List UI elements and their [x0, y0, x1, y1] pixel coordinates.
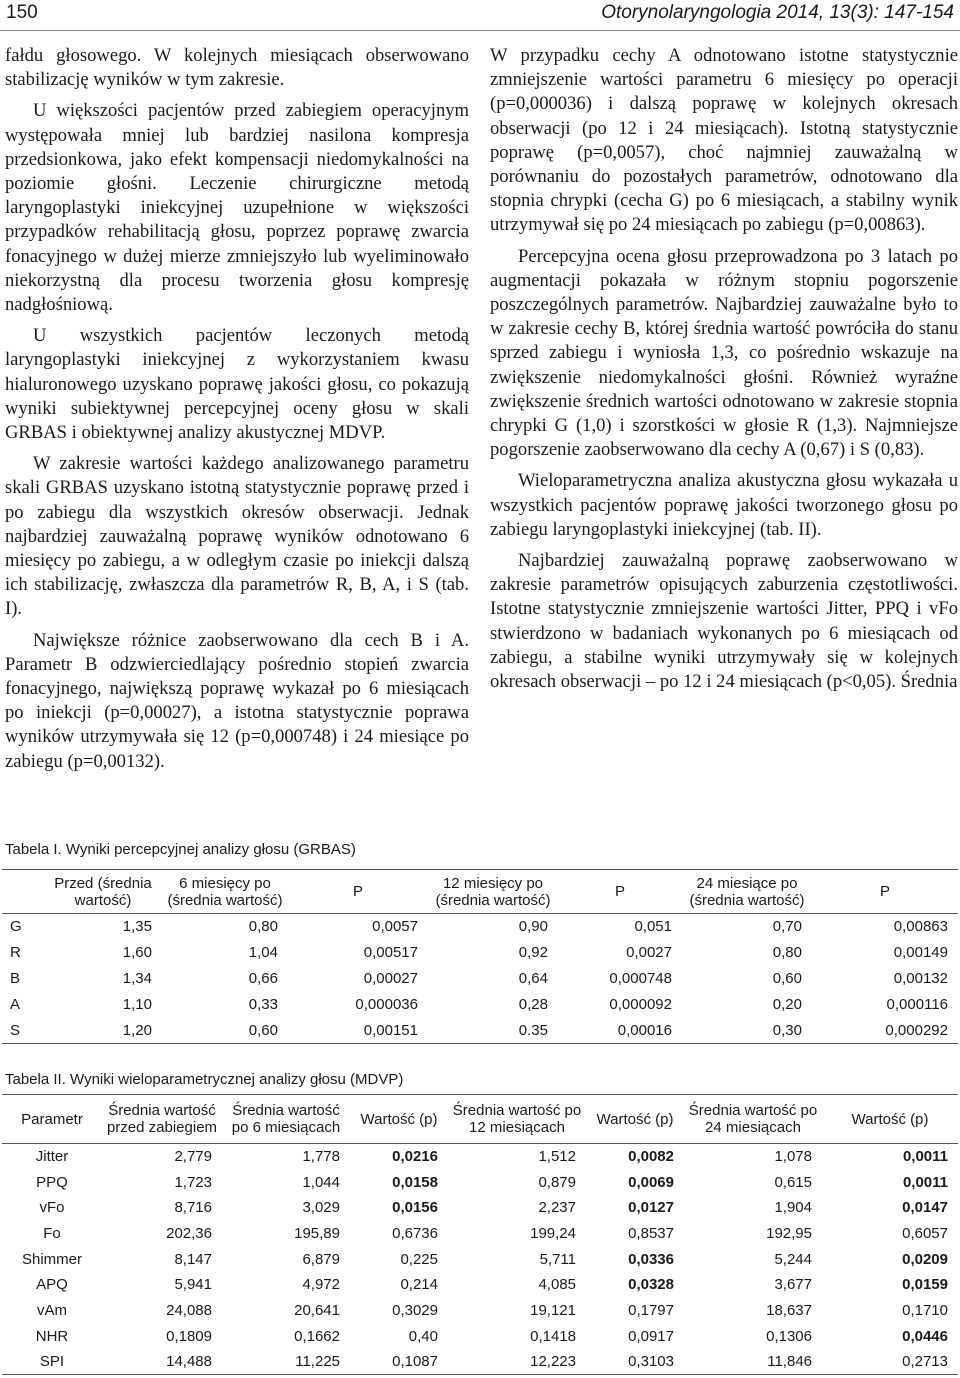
- table-cell: 0,00151: [363, 1021, 418, 1039]
- table-cell: 0,0011: [902, 1148, 948, 1166]
- table-cell: 0,80: [772, 944, 802, 961]
- table-cell: 1,778: [302, 1148, 340, 1166]
- table-cell: 0,0011: [902, 1173, 948, 1191]
- table-cell: 1,078: [774, 1148, 812, 1166]
- table-cell: 0,0209: [902, 1250, 948, 1268]
- table-cell: 0,80: [248, 918, 278, 936]
- column-header: Wartość (p): [851, 1110, 929, 1128]
- table-cell: 0,00863: [893, 918, 948, 936]
- table-cell: 0,0158: [392, 1173, 438, 1191]
- row-label: Fo: [43, 1224, 61, 1242]
- table-cell: 0,879: [538, 1173, 576, 1191]
- table-cell: 11,846: [767, 1353, 812, 1371]
- column-header: Przed (średnia wartość): [54, 874, 152, 909]
- table-cell: 1,512: [538, 1148, 576, 1166]
- table-row: [2, 914, 958, 940]
- paragraph: W zakresie wartości każdego analizowanego parametru skali GRBAS uzyskano istotną statystycznie poprawę przed i po zabiegu dla wszystkich okresów obserwacji. Jednak najbardziej zauważalną poprawę wyników odnotowano 6 miesięcy po zabiegu, a w odległym czasie po iniekcji dalszą ich stabilizację, zwłaszcza dla parametrów R, B, A, i S (tab. I).: [5, 453, 469, 620]
- table-cell: 0,214: [400, 1276, 438, 1294]
- table-header-row: [2, 1095, 958, 1144]
- table-cell: 6,879: [302, 1250, 340, 1268]
- row-label: APQ: [36, 1276, 68, 1294]
- table-cell: 1,904: [774, 1199, 812, 1217]
- table-cell: 0,60: [248, 1021, 278, 1039]
- table2-caption: Tabela II. Wyniki wieloparametrycznej analizy głosu (MDVP): [5, 1071, 404, 1088]
- paragraph: Najbardziej zauważalną poprawę zaobserwowano w zakresie parametrów opisujących zaburzenia częstotliwości. Istotne statystycznie zmniejszenie wartości Jitter, PPQ i vFo stwierdzono w badaniach wykonanych po 6 miesiącach od zabiegu, a stabilne wyniki utrzymywały się w kolejnych okresach obserwacji – po 12 i 24 miesiącach (p<0,05). Średnia: [490, 550, 958, 693]
- table-cell: 0,1087: [392, 1353, 438, 1371]
- column-header: P: [879, 883, 890, 900]
- table-cell: 1,35: [122, 918, 152, 936]
- table-cell: 1,10: [122, 996, 152, 1013]
- paragraph: U wszystkich pacjentów leczonych metodą laryngoplastyki iniekcyjnej z wykorzystaniem kwasu hialuronowego uzyskano poprawę jakości głosu, co pokazują wyniki subiektywnej percepcyjnej oceny głosu w skali GRBAS i obiektywnej analizy akustycznej MDVP.: [5, 325, 469, 444]
- column-header: [2, 870, 44, 914]
- table-cell: 0,00016: [617, 1021, 672, 1039]
- table-cell: 0,90: [518, 918, 548, 936]
- table-cell: 2,237: [538, 1199, 576, 1217]
- column-header: 24 miesiące po (średnia wartość): [689, 874, 805, 909]
- table-cell: 202,36: [166, 1224, 212, 1242]
- table-cell: 0,1797: [628, 1301, 674, 1319]
- table-cell: 0,00132: [893, 970, 948, 987]
- table-row: [2, 940, 958, 966]
- column-header: Wartość (p): [596, 1110, 674, 1128]
- table-cell: 5,244: [774, 1250, 812, 1268]
- table-header-row: [2, 870, 958, 914]
- table-cell: 0,615: [774, 1173, 812, 1191]
- table-cell: 0,000092: [609, 996, 672, 1013]
- table-cell: 0,1418: [530, 1327, 576, 1345]
- table-row: [2, 1323, 958, 1349]
- table-row: [2, 1144, 958, 1170]
- table-cell: 0,0147: [902, 1199, 948, 1217]
- table-cell: 0,1809: [166, 1327, 212, 1345]
- table-cell: 0,051: [634, 918, 672, 936]
- table-cell: 4,972: [302, 1276, 340, 1294]
- grbas-results-table: [2, 869, 958, 1044]
- table-cell: 0,6736: [392, 1224, 438, 1242]
- table-cell: 0,6057: [902, 1224, 948, 1242]
- table-cell: 0,000748: [609, 970, 672, 987]
- column-header: Wartość (p): [360, 1110, 438, 1128]
- table-cell: 0,000116: [886, 996, 948, 1013]
- table-row: [2, 1018, 958, 1044]
- table-cell: 0,00149: [893, 944, 948, 961]
- row-label: NHR: [35, 1327, 69, 1345]
- paragraph: U większości pacjentów przed zabiegiem operacyjnym występowała mniej lub bardziej nasilona kompresja przedsionkowa, jako efekt kompensacji niedomykalności na poziomie głośni. Leczenie chirurgiczne metodą laryngoplastyki iniekcyjnej uzupełnione w większości przypadków rehabilitacją głosu, poprzez poprawę zwarcia fonacyjnego w dużej mierze zmniejszyło lub wyeliminowało niekorzystną dla procesu tworzenia głosu kompresję nadgłośniową.: [5, 100, 469, 316]
- column-header: Średnia wartość po 24 miesiącach: [688, 1102, 818, 1136]
- table-cell: 0,8537: [628, 1224, 674, 1242]
- table-cell: 0,0127: [628, 1199, 674, 1217]
- table-cell: 192,95: [766, 1224, 812, 1242]
- mdvp-results-table: [2, 1094, 958, 1375]
- table-cell: 0,28: [518, 996, 548, 1013]
- table-row: [2, 1195, 958, 1221]
- table-cell: 1,723: [174, 1173, 212, 1191]
- journal-citation: Otorynolaryngologia 2014, 13(3): 147-154: [601, 2, 954, 23]
- table-cell: 8,716: [174, 1199, 212, 1217]
- right-text-column: [490, 44, 958, 701]
- table-row: [2, 1272, 958, 1298]
- table-cell: 0,64: [518, 970, 548, 987]
- table-cell: 0,2713: [902, 1353, 948, 1371]
- paragraph: Wieloparametryczna analiza akustyczna głosu wykazała u wszystkich pacjentów poprawę jakości tworzonego głosu po zabiegu laryngoplastyki iniekcyjnej (tab. II).: [490, 470, 958, 540]
- table-cell: 199,24: [530, 1224, 576, 1242]
- column-header: 6 miesięcy po (średnia wartość): [167, 874, 283, 909]
- table-cell: 2,779: [174, 1148, 212, 1166]
- row-label: PPQ: [36, 1173, 68, 1191]
- table-cell: 0,0446: [902, 1327, 948, 1345]
- table-cell: 0,0917: [628, 1327, 674, 1345]
- table-cell: 24,088: [166, 1301, 212, 1319]
- table-cell: 0,1306: [766, 1327, 812, 1345]
- table-cell: 0,00027: [363, 970, 418, 987]
- table-cell: 3,677: [774, 1276, 812, 1294]
- paragraph: W przypadku cechy A odnotowano istotne statystycznie zmniejszenie wartości parametru 6 miesięcy po operacji (p=0,000036) i dalszą poprawę w kolejnych okresach obserwacji (po 12 i 24 miesiącach). Istotną statystycznie poprawę (p=0,0057), choć najmniej zauważalną w porównaniu do pozostałych parametrów, odnotowano dla stopnia chrypki (cecha G) po 6 miesiącach, a stabilny wynik utrzymywał się po 24 miesiącach po zabiegu (p=0,00863).: [490, 45, 958, 236]
- table-row: [2, 1246, 958, 1272]
- row-label: G: [10, 918, 22, 936]
- table-cell: 195,89: [294, 1224, 340, 1242]
- table-cell: 0,1662: [294, 1327, 340, 1345]
- column-header: Parametr: [21, 1110, 83, 1128]
- table-cell: 19,121: [530, 1301, 576, 1319]
- row-label: vAm: [37, 1301, 67, 1319]
- row-label: Jitter: [35, 1148, 69, 1166]
- table-cell: 1,60: [122, 944, 152, 961]
- table-cell: 0,1710: [902, 1301, 948, 1319]
- left-text-column: [5, 44, 469, 781]
- table-cell: 0,00517: [363, 944, 418, 961]
- table-cell: 0,33: [248, 996, 278, 1013]
- row-label: R: [10, 944, 21, 961]
- table-cell: 0,0057: [372, 918, 418, 936]
- table-cell: 0,000036: [355, 996, 418, 1013]
- table-cell: 0.35: [518, 1021, 548, 1039]
- table-cell: 1,34: [122, 970, 152, 987]
- table-row: [2, 1298, 958, 1324]
- table-cell: 1,044: [302, 1173, 340, 1191]
- table-cell: 12,223: [530, 1353, 576, 1371]
- table-cell: 0,92: [518, 944, 548, 961]
- table-cell: 0,3103: [628, 1353, 674, 1371]
- column-header: P: [352, 883, 363, 900]
- table-cell: 8,147: [174, 1250, 212, 1268]
- table-cell: 14,488: [166, 1353, 212, 1371]
- table1-caption: Tabela I. Wyniki percepcyjnej analizy głosu (GRBAS): [5, 841, 356, 858]
- table-cell: 5,711: [539, 1250, 576, 1268]
- row-label: A: [10, 996, 21, 1013]
- table-row: [2, 966, 958, 992]
- table-row: [2, 1169, 958, 1195]
- table-cell: 0,0156: [392, 1199, 438, 1217]
- table-cell: 4,085: [538, 1276, 576, 1294]
- paragraph: Największe różnice zaobserwowano dla cech B i A. Parametr B odzwierciedlający pośrednio stopień zwarcia fonacyjnego, największą poprawę wykazał po 6 miesiącach po iniekcji (p=0,00027), a istotna statystycznie poprawa wyników utrzymywała się 12 (p=0,000748) i 24 miesiące po zabiegu (p=0,00132).: [5, 629, 469, 772]
- table-cell: 20,641: [294, 1301, 340, 1319]
- table-cell: 0,0027: [626, 944, 672, 961]
- table-cell: 0,70: [772, 918, 802, 936]
- table-cell: 11,225: [295, 1353, 340, 1371]
- table-cell: 0,225: [400, 1250, 438, 1268]
- table-cell: 0,0336: [628, 1250, 674, 1268]
- table-cell: 3,029: [302, 1199, 340, 1217]
- table-cell: 0,30: [772, 1021, 802, 1039]
- table-row: [2, 1221, 958, 1247]
- row-label: SPI: [39, 1353, 65, 1371]
- table-cell: 0,20: [772, 996, 802, 1013]
- table-cell: 18,637: [766, 1301, 812, 1319]
- table-row: [2, 992, 958, 1018]
- table-cell: 0,0216: [392, 1148, 438, 1166]
- row-label: vFo: [39, 1199, 65, 1217]
- row-label: Shimmer: [21, 1250, 82, 1268]
- column-header: Średnia wartość przed zabiegiem: [106, 1102, 218, 1136]
- table-row: [2, 1349, 958, 1375]
- table-cell: 1,20: [122, 1021, 152, 1039]
- table-cell: 0,0328: [628, 1276, 674, 1294]
- column-header: 12 miesięcy po (średnia wartość): [435, 874, 551, 909]
- page-header: [0, 0, 960, 31]
- table-cell: 1,04: [248, 944, 278, 961]
- table-cell: 0,0159: [902, 1276, 948, 1294]
- row-label: B: [10, 970, 21, 987]
- row-label: S: [10, 1021, 21, 1039]
- table-cell: 0,0082: [628, 1148, 674, 1166]
- column-header: Średnia wartość po 12 miesiącach: [452, 1102, 582, 1136]
- column-header: P: [614, 883, 625, 900]
- table-cell: 0,40: [408, 1327, 438, 1345]
- table-cell: 0,0069: [628, 1173, 674, 1191]
- paragraph: Percepcyjna ocena głosu przeprowadzona po 3 latach po augmentacji pokazała w różnym stopniu pogorszenie poszczególnych parametrów. Najbardziej zauważalne było to w zakresie cechy B, której średnia wartość powróciła do stanu sprzed zabiegu i wyniosła 1,3, co pośrednio wskazuje na zwiększenie niedomykalności głośni. Również wyraźne zwiększenie średnich wartości odnotowano w zakresie stopnia chrypki G (1,0) i szorstkości w głosie R (1,3). Najmniejsze pogorszenie zaobserwowano dla cechy A (0,67) i S (0,83).: [490, 245, 958, 461]
- table-cell: 0,3029: [392, 1301, 438, 1319]
- paragraph: fałdu głosowego. W kolejnych miesiącach obserwowano stabilizację wyników w tym zakresie.: [5, 45, 469, 91]
- column-header: Średnia wartość po 6 miesiącach: [231, 1102, 341, 1136]
- table-cell: 5,941: [174, 1276, 212, 1294]
- table-cell: 0,66: [248, 970, 278, 987]
- page-number: 150: [6, 2, 38, 23]
- table-cell: 0,000292: [885, 1021, 948, 1039]
- table-cell: 0,60: [772, 970, 802, 987]
